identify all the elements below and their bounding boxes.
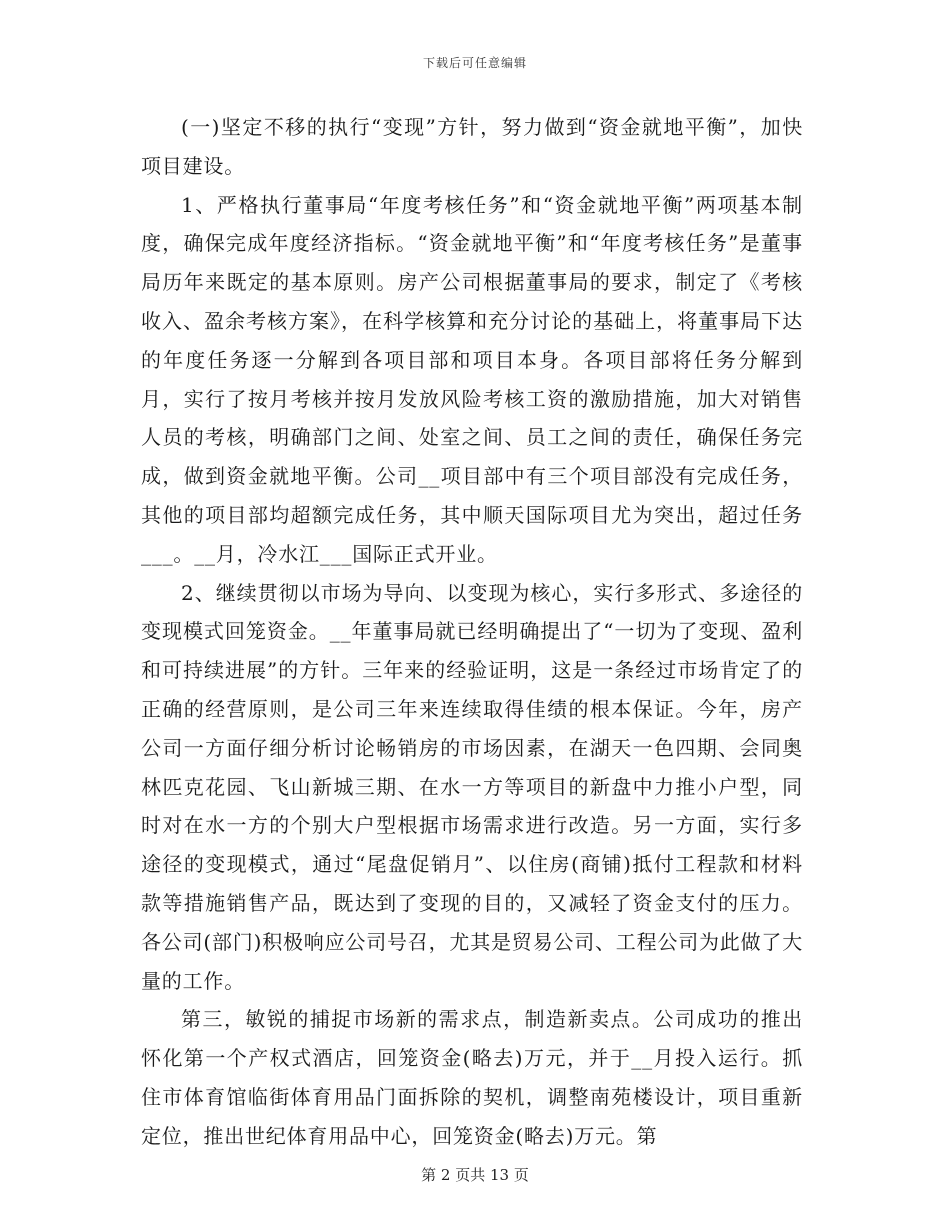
page-number-footer: 第 2 页共 13 页 [421, 1166, 529, 1184]
paragraph-item-3: 第三，敏锐的捕捉市场新的需求点，制造新卖点。公司成功的推出怀化第一个产权式酒店，回笼资金(略去)万元，并于__月投入运行。抓住市体育馆临街体育用品门面拆除的契机，调整南苑楼设计，项目重新定位，推出世纪体育用品中心，回笼资金(略去)万元。第 [141, 1007, 803, 1148]
document-body [141, 108, 803, 1156]
paragraph-item-1: 1、严格执行董事局“年度考核任务”和“资金就地平衡”两项基本制度，确保完成年度经济指标。“资金就地平衡”和“年度考核任务”是董事局历年来既定的基本原则。房产公司根据董事局的要求，制定了《考核收入、盈余考核方案》，在科学核算和充分讨论的基础上，将董事局下达的年度任务逐一分解到各项目部和项目本身。各项目部将任务分解到月，实行了按月考核并按月发放风险考核工资的激励措施，加大对销售人员的考核，明确部门之间、处室之间、员工之间的责任，确保任务完成，做到资金就地平衡。公司__项目部中有三个项目部没有完成任务，其他的项目部均超额完成任务，其中顺天国际项目尤为突出，超过任务___。__月，冷水江___国际正式开业。 [141, 192, 803, 566]
paragraph-section-heading: (一)坚定不移的执行“变现”方针，努力做到“资金就地平衡”，加快项目建设。 [141, 115, 803, 178]
paragraph-item-2: 2、继续贯彻以市场为导向、以变现为核心，实行多形式、多途径的变现模式回笼资金。__年董事局就已经明确提出了“一切为了变现、盈利和可持续进展”的方针。三年来的经验证明，这是一条经过市场肯定了的正确的经营原则，是公司三年来连续取得佳绩的根本保证。今年，房产公司一方面仔细分析讨论畅销房的市场因素，在湖天一色四期、会同奥林匹克花园、飞山新城三期、在水一方等项目的新盘中力推小户型，同时对在水一方的个别大户型根据市场需求进行改造。另一方面，实行多途径的变现模式，通过“尾盘促销月”、以住房(商铺)抵付工程款和材料款等措施销售产品，既达到了变现的目的，又减轻了资金支付的压力。各公司(部门)积极响应公司号召，尤其是贸易公司、工程公司为此做了大量的工作。 [141, 580, 804, 993]
page-header: 下载后可任意编辑 [422, 56, 527, 70]
